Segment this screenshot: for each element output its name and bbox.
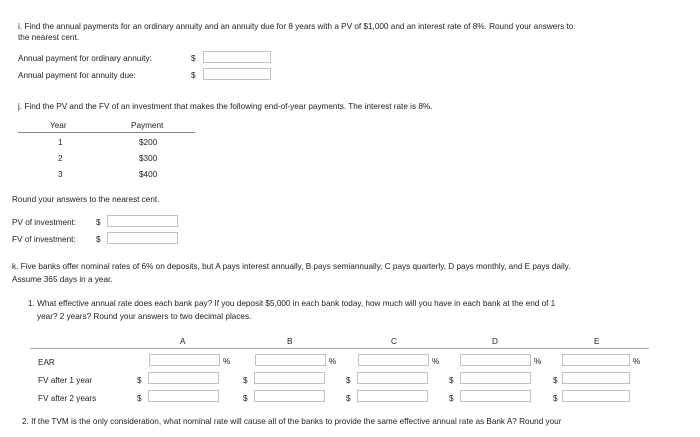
dollar-sign: $ (346, 394, 351, 403)
bank-header-c: C (391, 337, 397, 346)
table-header-rule (18, 132, 195, 133)
annuity-due-input[interactable] (203, 68, 271, 80)
fv-label: FV of investment: (12, 235, 76, 244)
round-note: Round your answers to the nearest cent. (12, 195, 160, 204)
dollar-sign: $ (449, 376, 454, 385)
dollar-sign: $ (243, 376, 248, 385)
ear-input-a[interactable] (149, 354, 220, 366)
ordinary-annuity-input[interactable] (203, 51, 271, 63)
fv2-input-d[interactable] (460, 390, 531, 402)
part-j-question: j. Find the PV and the FV of an investment that makes the following end-of-year payments. The interest rate is 8%. (18, 102, 433, 111)
fv1-input-e[interactable] (562, 372, 630, 384)
fv1-input-c[interactable] (357, 372, 428, 384)
q1-line1: 1. What effective annual rate does each bank pay? If you deposit $5,000 in each bank today, how much will you have in each bank at the end of 1 (28, 299, 556, 308)
dollar-sign: $ (553, 394, 558, 403)
pv-label: PV of investment: (12, 218, 77, 227)
table-row-payment: $200 (139, 138, 158, 147)
bank-header-a: A (180, 337, 186, 346)
bank-header-d: D (492, 337, 498, 346)
part-k-question-line2: Assume 365 days in a year. (12, 275, 113, 284)
table-row-year: 3 (58, 170, 63, 179)
table-row-year: 1 (58, 138, 63, 147)
dollar-sign: $ (137, 376, 142, 385)
percent-sign: % (329, 357, 337, 366)
q2-line: 2. If the TVM is the only consideration, what nominal rate will cause all of the banks to provide the same effective annual rate as Bank A? Round your (22, 417, 562, 426)
part-i-question-line1: i. Find the annual payments for an ordinary annuity and an annuity due for 8 years with a PV of $1,000 and an interest rate of 8%. Round your answers to (18, 22, 574, 31)
dollar-sign: $ (346, 376, 351, 385)
percent-sign: % (432, 357, 440, 366)
ear-input-d[interactable] (460, 354, 531, 366)
ordinary-annuity-currency: $ (191, 54, 196, 63)
ordinary-annuity-label: Annual payment for ordinary annuity: (18, 54, 152, 63)
ear-input-b[interactable] (255, 354, 326, 366)
fv1-input-a[interactable] (148, 372, 219, 384)
bank-header-e: E (594, 337, 600, 346)
ear-input-c[interactable] (358, 354, 429, 366)
fv2-input-a[interactable] (148, 390, 219, 402)
fv1-input-b[interactable] (254, 372, 325, 384)
percent-sign: % (223, 357, 231, 366)
part-i-question-line2: the nearest cent. (18, 33, 79, 42)
annuity-due-label: Annual payment for annuity due: (18, 71, 136, 80)
table-row-payment: $300 (139, 154, 158, 163)
ear-input-e[interactable] (562, 354, 630, 366)
fv-currency: $ (96, 235, 101, 244)
percent-sign: % (534, 357, 542, 366)
fv2-input-e[interactable] (562, 390, 630, 402)
percent-sign: % (633, 357, 641, 366)
pv-currency: $ (96, 218, 101, 227)
fv1-input-d[interactable] (460, 372, 531, 384)
table-row-year: 2 (58, 154, 63, 163)
bank-header-b: B (287, 337, 293, 346)
part-k-question-line1: k. Five banks offer nominal rates of 6% on deposits, but A pays interest annually, B pays semiannually, C pays quarterly, D pays monthly, and E pays daily. (12, 262, 571, 271)
fv1-row-label: FV after 1 year (38, 376, 93, 385)
dollar-sign: $ (449, 394, 454, 403)
bank-header-rule (30, 348, 649, 349)
fv2-input-c[interactable] (357, 390, 428, 402)
fv2-row-label: FV after 2 years (38, 394, 97, 403)
table-header-year: Year (50, 121, 67, 130)
pv-input[interactable] (107, 215, 178, 227)
fv-input[interactable] (107, 232, 178, 244)
fv2-input-b[interactable] (254, 390, 325, 402)
dollar-sign: $ (553, 376, 558, 385)
ear-row-label: EAR (38, 358, 55, 367)
dollar-sign: $ (137, 394, 142, 403)
dollar-sign: $ (243, 394, 248, 403)
table-header-payment: Payment (131, 121, 164, 130)
table-row-payment: $400 (139, 170, 158, 179)
annuity-due-currency: $ (191, 71, 196, 80)
q1-line2: year? 2 years? Round your answers to two decimal places. (37, 312, 252, 321)
